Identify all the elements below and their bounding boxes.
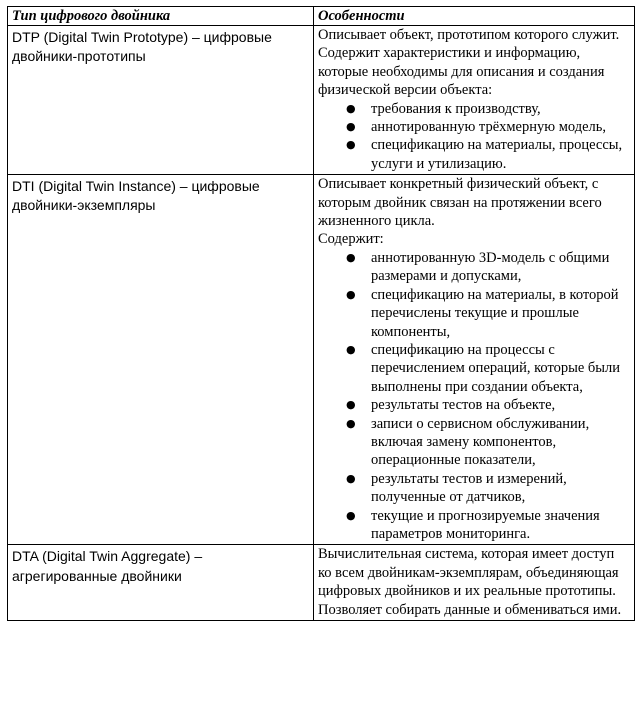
features-cell-dtp bbox=[314, 26, 635, 175]
bullet-icon: ● bbox=[346, 101, 356, 115]
header-type-cell: Тип цифрового двойника bbox=[8, 7, 314, 26]
bullet-icon: ● bbox=[346, 398, 356, 412]
table-row-dta bbox=[8, 545, 635, 621]
bullet-icon: ● bbox=[346, 342, 356, 356]
type-cell-dtp: DTP (Digital Twin Prototype) – цифровые двойники-прототипы bbox=[8, 26, 314, 175]
table-row-dti bbox=[8, 175, 635, 545]
bullet-icon: ● bbox=[346, 508, 356, 522]
list-item: ● требования к производству, bbox=[346, 100, 541, 117]
bullet-icon: ● bbox=[346, 287, 356, 301]
digital-twin-types-table bbox=[7, 6, 635, 621]
list-item: ● текущие и прогнозируемые значения параметров мониторинга. bbox=[346, 507, 600, 542]
bullet-icon: ● bbox=[346, 250, 356, 264]
list-item: ● результаты тестов на объекте, bbox=[346, 397, 556, 414]
list-item: ● спецификацию на материалы, в которой перечислены текущие и прошлые компоненты, bbox=[346, 286, 619, 340]
description-dti: Описывает конкретный физический объект, с которым двойник связан на протяжении всего жизненного цикла. bbox=[318, 176, 602, 230]
bullet-icon: ● bbox=[346, 120, 356, 134]
type-cell-dti: DTI (Digital Twin Instance) – цифровые двойники-экземпляры bbox=[8, 175, 314, 545]
table-row-dtp bbox=[8, 26, 635, 175]
list-item: ● записи о сервисном обслуживании, включая замену компонентов, операционные показатели, bbox=[346, 415, 590, 469]
list-item: ● аннотированную 3D-модель с общими размерами и допусками, bbox=[346, 249, 610, 285]
type-cell-dta: DTA (Digital Twin Aggregate) – агрегированные двойники bbox=[8, 545, 314, 621]
feature-list-dtp bbox=[318, 100, 630, 174]
table-header-row bbox=[8, 7, 635, 26]
description-dta: Вычислительная система, которая имеет доступ ко всем двойникам-экземплярам, объединяющая цифровых двойников и их реальные прототипы. Позволяет собирать данные и обмениваться ими. bbox=[318, 546, 622, 618]
list-item: ● аннотированную трёхмерную модель, bbox=[346, 119, 607, 136]
list-item: ● спецификацию на материалы, процессы, услуги и утилизацию. bbox=[346, 137, 623, 172]
header-features-cell: Особенности bbox=[314, 7, 635, 26]
list-item: ● результаты тестов и измерений, полученные от датчиков, bbox=[346, 470, 567, 506]
bullet-icon: ● bbox=[346, 138, 356, 152]
description-indent-dti: Содержит: bbox=[318, 231, 384, 248]
bullet-icon: ● bbox=[346, 416, 356, 430]
description-dtp: Описывает объект, прототипом которого служит. Содержит характеристики и информацию, которые необходимы для описания и создания физической версии объекта: bbox=[318, 27, 620, 99]
list-item: ● спецификацию на процессы с перечислением операций, которые были выполнены при создании объекта, bbox=[346, 341, 621, 395]
bullet-icon: ● bbox=[346, 471, 356, 485]
feature-list-dti bbox=[318, 249, 630, 544]
features-cell-dta bbox=[314, 545, 635, 621]
features-cell-dti bbox=[314, 175, 635, 545]
